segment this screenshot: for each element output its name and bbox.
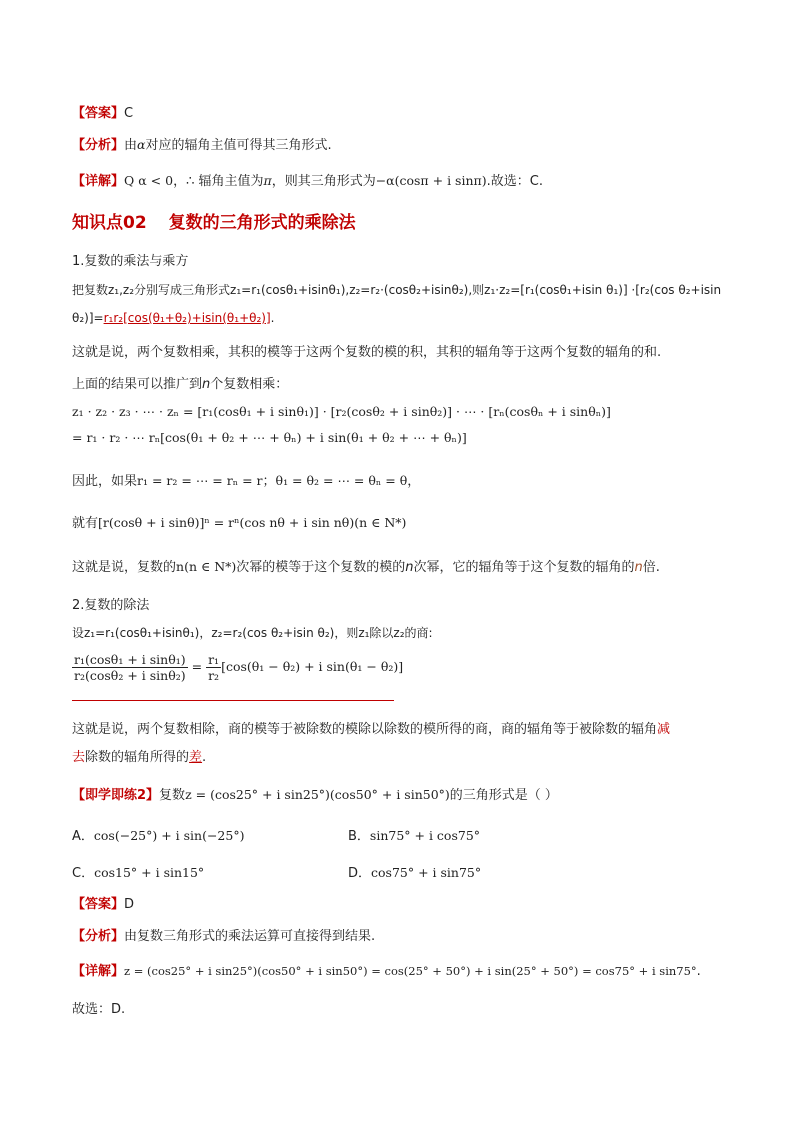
- div-meaning-text: 这就是说，两个复数相除，商的模等于被除数的模除以除数的模所得的商，商的辐角等于被除数的辐角: [72, 722, 658, 737]
- modulus-fraction: [206, 652, 221, 683]
- mult-line2: [72, 311, 274, 325]
- modulus-numerator: r₁: [208, 652, 220, 667]
- div-meaning-line2: [72, 746, 206, 765]
- div-fraction: [72, 652, 188, 683]
- mult-meaning: 这就是说，两个复数相乘，其积的模等于这两个复数的模的积，其积的辐角等于这两个复数的辐角的和.: [72, 345, 662, 360]
- fraction-numerator: r₁(cosθ₁ + i sinθ₁): [74, 652, 186, 667]
- fraction-denominator: r₂(cosθ₂ + i sinθ₂): [74, 668, 186, 683]
- div-formula: [72, 652, 403, 683]
- div-meaning-text: 除数的辐角所得的: [85, 750, 190, 765]
- answer-tag: 【答案】: [72, 897, 125, 912]
- detail-text: .故选：C.: [486, 174, 543, 189]
- answer-value: C: [124, 106, 134, 121]
- answer-line-q2: [72, 893, 134, 912]
- option-c[interactable]: [72, 862, 204, 881]
- option-c-label: C．: [72, 866, 95, 881]
- detail-text: ，则其三角形式为: [271, 174, 376, 189]
- power-math: n(n ∈ N*): [176, 559, 237, 574]
- div-meaning-end: .: [202, 750, 207, 765]
- option-b-value: sin75° + i cos75°: [369, 828, 481, 843]
- div-meaning-highlight: 去: [72, 750, 86, 765]
- modulus-denominator: r₂: [208, 668, 220, 683]
- analysis-text-end: 对应的辐角主值可得其三角形式.: [145, 138, 332, 153]
- analysis-tag: 【分析】: [72, 138, 125, 153]
- power-meaning-line: [72, 556, 660, 575]
- pi-symbol: π: [263, 173, 272, 188]
- question-math: z = (cos25° + i sin25°)(cos50° + i sin50°): [185, 787, 450, 802]
- div-heading: 2.复数的除法: [72, 598, 150, 613]
- option-b-label: B．: [348, 829, 370, 844]
- detail-line-q1: [72, 170, 543, 189]
- section-heading: [72, 208, 356, 233]
- red-divider: [72, 700, 394, 701]
- power-text-end: 倍.: [642, 560, 660, 575]
- analysis-line-q1: [72, 134, 332, 153]
- mult-line2-end: .: [270, 311, 275, 325]
- option-d[interactable]: [348, 862, 481, 881]
- analysis-line-q2: [72, 925, 375, 944]
- div-meaning-line1: [72, 718, 670, 737]
- div-meaning-highlight: 减: [657, 722, 671, 737]
- alpha-symbol: α: [137, 137, 146, 152]
- analysis-tag: 【分析】: [72, 929, 125, 944]
- option-c-value: cos15° + i sin15°: [94, 865, 205, 880]
- option-a-label: A．: [72, 829, 94, 844]
- detail-math: z = (cos25° + i sin25°)(cos50° + i sin50°) = cos(25° + 50°) + i sin(25° + 50°) = cos75° + i sin75°: [124, 964, 697, 978]
- practice-question: [72, 784, 558, 803]
- analysis-text: 由复数三角形式的乘法运算可直接得到结果.: [124, 929, 376, 944]
- mult-line2-text: θ₂)]=: [72, 311, 104, 325]
- therefore-text: 因此，如果: [72, 474, 138, 489]
- n-symbol: n: [202, 377, 211, 392]
- therefore-math: θ₁ = θ₂ = ⋯ = θₙ = θ: [275, 473, 408, 488]
- detail-math: −α(cosπ + i sinπ): [375, 173, 487, 188]
- analysis-text: 由: [124, 138, 138, 153]
- formula-line2: = r₁ · r₂ · ⋯ rₙ[cos(θ₁ + θ₂ + ⋯ + θₙ) + i sin(θ₁ + θ₂ + ⋯ + θₙ)]: [72, 430, 467, 445]
- power-text: 次幂，它的辐角等于这个复数的辐角的: [413, 560, 635, 575]
- answer-tag: 【答案】: [72, 106, 125, 121]
- therefore-math: r₁ = r₂ = ⋯ = rₙ = r: [137, 473, 263, 488]
- section-number: 知识点02: [72, 213, 147, 233]
- option-d-label: D．: [348, 866, 372, 881]
- div-result: [cos(θ₁ − θ₂) + i sin(θ₁ − θ₂)]: [221, 659, 404, 674]
- power-formula-line: [72, 512, 406, 531]
- conclusion-line: 故选：D.: [72, 1002, 126, 1017]
- question-text: 复数: [159, 788, 186, 803]
- generalize-text-end: 个复数相乘：: [210, 377, 289, 392]
- therefore-sep: ；: [262, 474, 276, 489]
- detail-tag: 【详解】: [72, 174, 125, 189]
- answer-value: D: [124, 897, 135, 912]
- have-text: 就有: [72, 516, 99, 531]
- div-meaning-highlight: 差: [189, 750, 203, 765]
- div-line1: 设z₁=r₁(cosθ₁+isinθ₁)，z₂=r₂(cos θ₂+isin θ₂)，则z₁除以z₂的商:: [72, 626, 433, 640]
- option-a[interactable]: [72, 825, 244, 844]
- option-a-value: cos(−25°) + i sin(−25°): [93, 828, 245, 843]
- mult-heading: 1.复数的乘法与乘方: [72, 254, 189, 269]
- detail-text: ，∴ 辐角主值为: [173, 174, 264, 189]
- formula-line1: z₁ · z₂ · z₃ · ⋯ · zₙ = [r₁(cosθ₁ + i sinθ₁)] · [r₂(cosθ₂ + i sinθ₂)] · ⋯ · [rₙ(cosθₙ + i sinθₙ)]: [72, 404, 611, 419]
- option-d-value: cos75° + i sin75°: [371, 865, 482, 880]
- power-text: 这就是说，复数的: [72, 560, 177, 575]
- detail-math: Q α < 0: [124, 173, 174, 188]
- question-text-end: 的三角形式是（ ）: [449, 788, 558, 803]
- mult-product-result: r₁r₂[cos(θ₁+θ₂)+isin(θ₁+θ₂)]: [103, 311, 271, 325]
- answer-line-q1: [72, 102, 133, 121]
- practice-tag: 【即学即练2】: [72, 788, 160, 803]
- detail-end: .: [696, 964, 701, 979]
- n-symbol: n: [405, 560, 414, 575]
- therefore-line: [72, 470, 420, 489]
- n-symbol: n: [634, 560, 643, 575]
- detail-tag: 【详解】: [72, 964, 125, 979]
- equals-sign: =: [191, 659, 203, 674]
- generalize-line: [72, 373, 288, 392]
- power-formula: [r(cosθ + i sinθ)]ⁿ = rⁿ(cos nθ + i sin nθ)(n ∈ N*): [98, 515, 407, 530]
- section-title: 复数的三角形式的乘除法: [168, 213, 356, 233]
- generalize-text: 上面的结果可以推广到: [72, 377, 203, 392]
- therefore-end: ，: [407, 474, 421, 489]
- power-text: 次幂的模等于这个复数的模的: [236, 560, 406, 575]
- detail-line-q2: [72, 960, 701, 979]
- option-b[interactable]: [348, 825, 480, 844]
- mult-line1: 把复数z₁,z₂分别写成三角形式z₁=r₁(cosθ₁+isinθ₁),z₂=r₂·(cosθ₂+isinθ₂),则z₁·z₂=[r₁(cosθ₁+isin θ₁)] ·[r₂(cos θ₂+isin: [72, 283, 722, 297]
